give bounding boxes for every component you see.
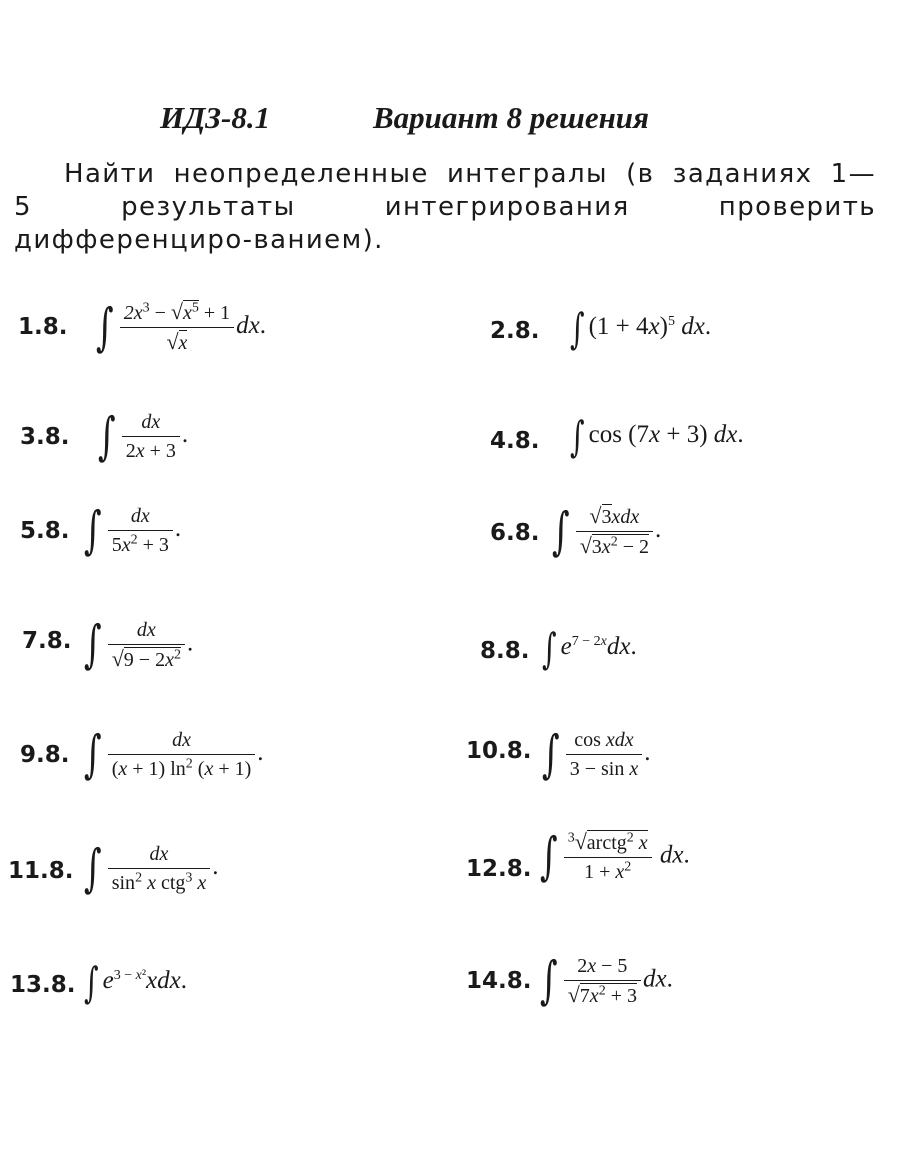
problem-formula: ∫ $\frac{dx}{5x^2 + 3}$ . [84, 500, 182, 561]
variant-title: Вариант 8 решения [373, 100, 650, 135]
problem-formula: ∫ $\frac{dx}{√9 - 2x^2}$ . [84, 615, 194, 675]
problem-number: 8.8. [480, 638, 530, 664]
problem-formula: ∫ $\frac{dx}{(x + 1) \ln^2 (x + 1)}$ . [84, 724, 264, 785]
problem-formula: ∫ $e^{3 - x^2}xdx$. [84, 957, 187, 1008]
problem-formula: ∫ $\frac{^3√arctg^2 x}{1 + x^2}$ dx. [540, 827, 690, 887]
problem-number: 6.8. [490, 520, 540, 546]
problem-number: 7.8. [22, 628, 72, 654]
problem-formula: ∫ $\frac{2x - 5}{√7x^2 + 3}$ dx. [540, 951, 673, 1011]
problem-number: 5.8. [20, 518, 70, 544]
problem-formula: ∫ cos (7x + 3) dx. [570, 411, 744, 462]
problem-number: 1.8. [18, 314, 68, 340]
problem-formula: ∫ $\frac{\text{√3xdx}}{√3x^2 - 2}$ . [552, 501, 662, 562]
problem-formula: ∫ $e^{7 - 2x}dx$. [542, 623, 637, 674]
problem-number: 4.8. [490, 428, 540, 454]
problem-formula: ∫ $\frac{\text{cos xdx}}{\text{3 − sin x}}$ . [542, 724, 651, 785]
problem-number: 11.8. [8, 858, 74, 884]
problem-formula: ∫ $\frac{dx}{2x + 3}$ . [98, 406, 189, 467]
problem-number: 9.8. [20, 742, 70, 768]
assignment-code: ИДЗ-8.1 [160, 100, 271, 135]
problem-formula: ∫ $\frac{2x^3 - √x^5 + 1}{√x}$ dx. [96, 297, 266, 358]
problem-number: 3.8. [20, 424, 70, 450]
problem-number: 14.8. [466, 968, 532, 994]
page-header [0, 100, 910, 140]
problem-number: 10.8. [466, 738, 532, 764]
problem-formula: ∫ $(1 + 4x)^5$ dx. [570, 303, 712, 354]
problem-number: 13.8. [10, 972, 76, 998]
problem-number: 12.8. [466, 856, 532, 882]
instructions-text: Найти неопределенные интегралы (в заданиях 1—5 результаты интегрирования проверить дифференциро-ванием). [14, 159, 876, 255]
problem-number: 2.8. [490, 318, 540, 344]
problem-formula: ∫ $\frac{dx}{\sin^2 x ctg^3 x}$ . [84, 838, 219, 899]
